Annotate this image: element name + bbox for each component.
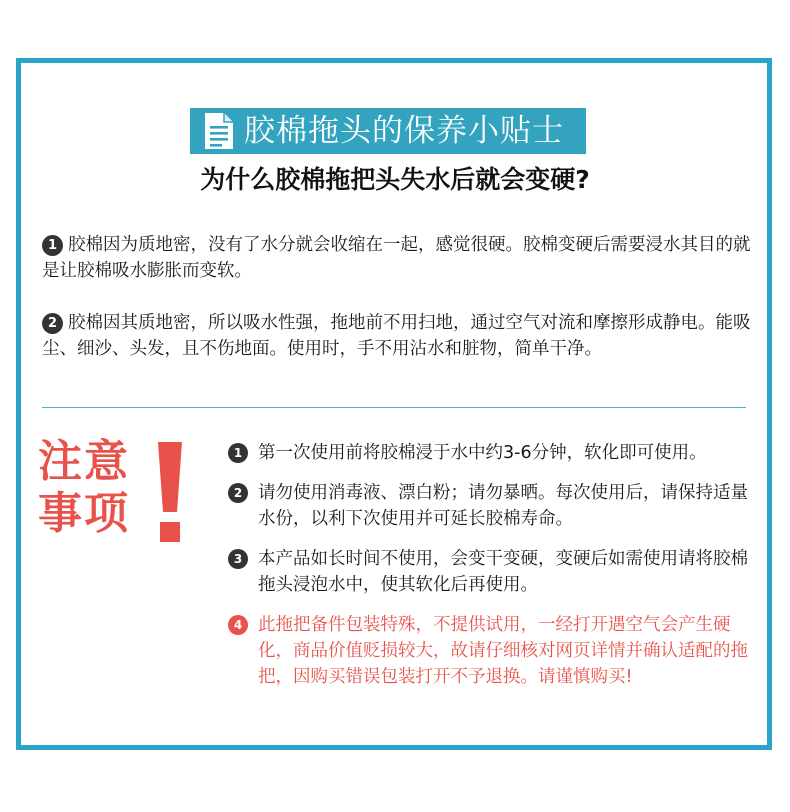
notice-heading-line2: 事项 <box>38 488 130 539</box>
paragraph-1-text: 胶棉因为质地密，没有了水分就会收缩在一起，感觉很硬。胶棉变硬后需要浸水其目的就是让胶棉吸水膨胀而变软。 <box>42 235 751 281</box>
notice-item-1 <box>228 440 758 466</box>
notice-list <box>228 440 758 704</box>
notice-heading <box>38 436 148 540</box>
notice-number-4: 4 <box>228 615 248 635</box>
notice-item-1-text: 第一次使用前将胶棉浸于水中约3-6分钟，软化即可使用。 <box>258 443 707 463</box>
notice-heading-line1: 注意 <box>38 436 130 487</box>
notice-item-4 <box>228 612 758 690</box>
title-banner <box>190 108 586 154</box>
paragraph-1 <box>42 232 762 284</box>
document-icon <box>202 111 236 151</box>
notice-number-2: 2 <box>228 483 248 503</box>
number-badge-1: 1 <box>42 235 63 256</box>
notice-number-3: 3 <box>228 549 248 569</box>
banner-title: 胶棉拖头的保养小贴士 <box>244 113 564 149</box>
paragraph-2-text: 胶棉因其质地密，所以吸水性强，拖地前不用扫地，通过空气对流和摩擦形成静电。能吸尘、细沙、头发，且不伤地面。使用时，手不用沾水和脏物，简单干净。 <box>42 313 751 359</box>
exclamation-icon <box>150 440 190 544</box>
number-badge-2: 2 <box>42 313 63 334</box>
notice-item-2 <box>228 480 758 532</box>
notice-item-3-text: 本产品如长时间不使用，会变干变硬，变硬后如需使用请将胶棉拖头浸泡水中，使其软化后再使用。 <box>258 549 748 595</box>
notice-item-4-text: 此拖把备件包装特殊，不提供试用，一经打开遇空气会产生硬化，商品价值贬损较大，故请仔细核对网页详情并确认适配的拖把，因购买错误包装打开不予退换。请谨慎购买! <box>258 615 748 687</box>
notice-item-2-text: 请勿使用消毒液、漂白粉；请勿暴晒。每次使用后，请保持适量水份，以利下次使用并可延长胶棉寿命。 <box>258 483 748 529</box>
paragraph-2 <box>42 310 762 362</box>
subtitle: 为什么胶棉拖把头失水后就会变硬? <box>200 165 590 194</box>
section-divider <box>42 407 746 408</box>
notice-number-1: 1 <box>228 443 248 463</box>
notice-item-3 <box>228 546 758 598</box>
